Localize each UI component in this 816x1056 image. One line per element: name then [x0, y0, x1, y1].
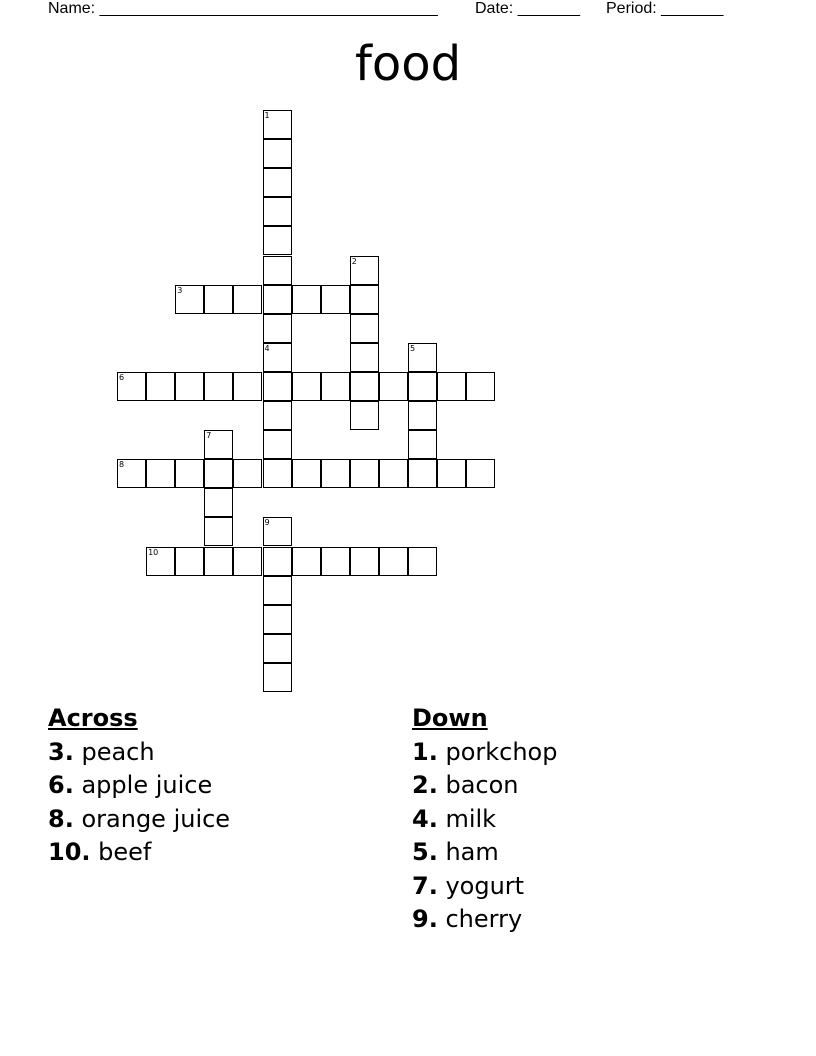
crossword-cell[interactable] [263, 605, 292, 634]
crossword-cell[interactable] [263, 430, 292, 459]
clue-across-10: 10. beef [48, 838, 152, 866]
puzzle-title: food [354, 36, 462, 92]
clue-down-9: 9. cherry [412, 905, 523, 933]
across-clues [48, 702, 230, 870]
across-heading: Across [48, 704, 138, 732]
crossword-cell[interactable] [263, 547, 292, 576]
down-clues [412, 702, 557, 937]
clue-across-6: 6. apple juice [48, 771, 213, 799]
crossword-cell[interactable] [263, 634, 292, 663]
crossword-cell[interactable] [175, 459, 204, 488]
crossword-cell[interactable] [292, 459, 321, 488]
crossword-cell[interactable] [292, 285, 321, 314]
clue-down-7: 7. yogurt [412, 871, 525, 900]
name-field[interactable]: Name: ______________________________________ [48, 0, 438, 17]
crossword-cell[interactable] [263, 401, 292, 430]
clue-down-2: 2. bacon [412, 771, 519, 799]
crossword-cell[interactable] [350, 459, 379, 488]
crossword-cell[interactable] [263, 285, 292, 314]
crossword-cell[interactable] [350, 285, 379, 314]
clue-down-5: 5. ham [412, 838, 499, 866]
crossword-cell[interactable] [408, 401, 437, 430]
crossword-cell[interactable] [263, 372, 292, 401]
crossword-cell[interactable] [263, 459, 292, 488]
clue-number-6: 6 [119, 372, 125, 382]
crossword-cell[interactable] [204, 517, 233, 546]
clue-number-1: 1 [264, 111, 270, 120]
crossword-cell[interactable] [466, 459, 495, 488]
crossword-cell[interactable] [350, 314, 379, 343]
crossword-cell[interactable] [233, 285, 262, 314]
clue-number-8: 8 [119, 460, 125, 470]
crossword-cell[interactable] [204, 547, 233, 576]
clue-number-3: 3 [177, 285, 183, 295]
crossword-cell[interactable] [321, 459, 350, 488]
crossword-cell[interactable] [321, 372, 350, 401]
crossword-cell[interactable] [379, 459, 408, 488]
crossword-cell[interactable] [204, 459, 233, 488]
crossword-cell[interactable] [321, 547, 350, 576]
crossword-cell[interactable] [233, 459, 262, 488]
clue-number-10: 10 [148, 547, 159, 557]
crossword-cell[interactable] [379, 547, 408, 576]
crossword-cell[interactable] [292, 372, 321, 401]
crossword-cell[interactable] [263, 663, 292, 692]
clue-number-4: 4 [264, 343, 270, 353]
clue-number-7: 7 [206, 431, 212, 441]
crossword-cell[interactable] [408, 430, 437, 459]
crossword-cell[interactable] [350, 547, 379, 576]
crossword-cell[interactable] [146, 459, 175, 488]
crossword-cell[interactable] [437, 459, 466, 488]
crossword-cell[interactable] [408, 372, 437, 401]
crossword-cell[interactable] [204, 285, 233, 314]
crossword-cell[interactable] [292, 547, 321, 576]
crossword-cell[interactable] [321, 285, 350, 314]
clue-number-9: 9 [264, 518, 270, 528]
clue-number-5: 5 [410, 343, 416, 353]
crossword-cell[interactable] [263, 226, 292, 255]
crossword-cell[interactable] [233, 547, 262, 576]
crossword-cell[interactable] [350, 343, 379, 372]
crossword-cell[interactable] [204, 488, 233, 517]
crossword-cell[interactable] [408, 547, 437, 576]
crossword-cell[interactable] [175, 372, 204, 401]
crossword-cell[interactable] [263, 197, 292, 226]
crossword-cell[interactable] [204, 372, 233, 401]
crossword-cell[interactable] [263, 168, 292, 197]
date-field[interactable]: Date: _______ [475, 0, 580, 17]
crossword-cell[interactable] [437, 372, 466, 401]
down-heading: Down [412, 704, 488, 732]
crossword-cell[interactable] [263, 256, 292, 285]
crossword-cell[interactable] [350, 372, 379, 401]
crossword-cell[interactable] [263, 576, 292, 605]
clue-across-8: 8. orange juice [48, 804, 231, 833]
crossword-cell[interactable] [379, 372, 408, 401]
crossword-cell[interactable] [408, 459, 437, 488]
clue-down-1: 1. porkchop [412, 737, 558, 766]
crossword-cell[interactable] [350, 401, 379, 430]
clue-across-3: 3. peach [48, 737, 155, 766]
clue-down-4: 4. milk [412, 804, 497, 833]
crossword-cell[interactable] [233, 372, 262, 401]
crossword-cell[interactable] [263, 314, 292, 343]
crossword-cell[interactable] [175, 547, 204, 576]
clue-number-2: 2 [351, 256, 357, 266]
crossword-cell[interactable] [466, 372, 495, 401]
crossword-cell[interactable] [263, 139, 292, 168]
period-field[interactable]: Period: _______ [606, 0, 724, 17]
crossword-cell[interactable] [146, 372, 175, 401]
